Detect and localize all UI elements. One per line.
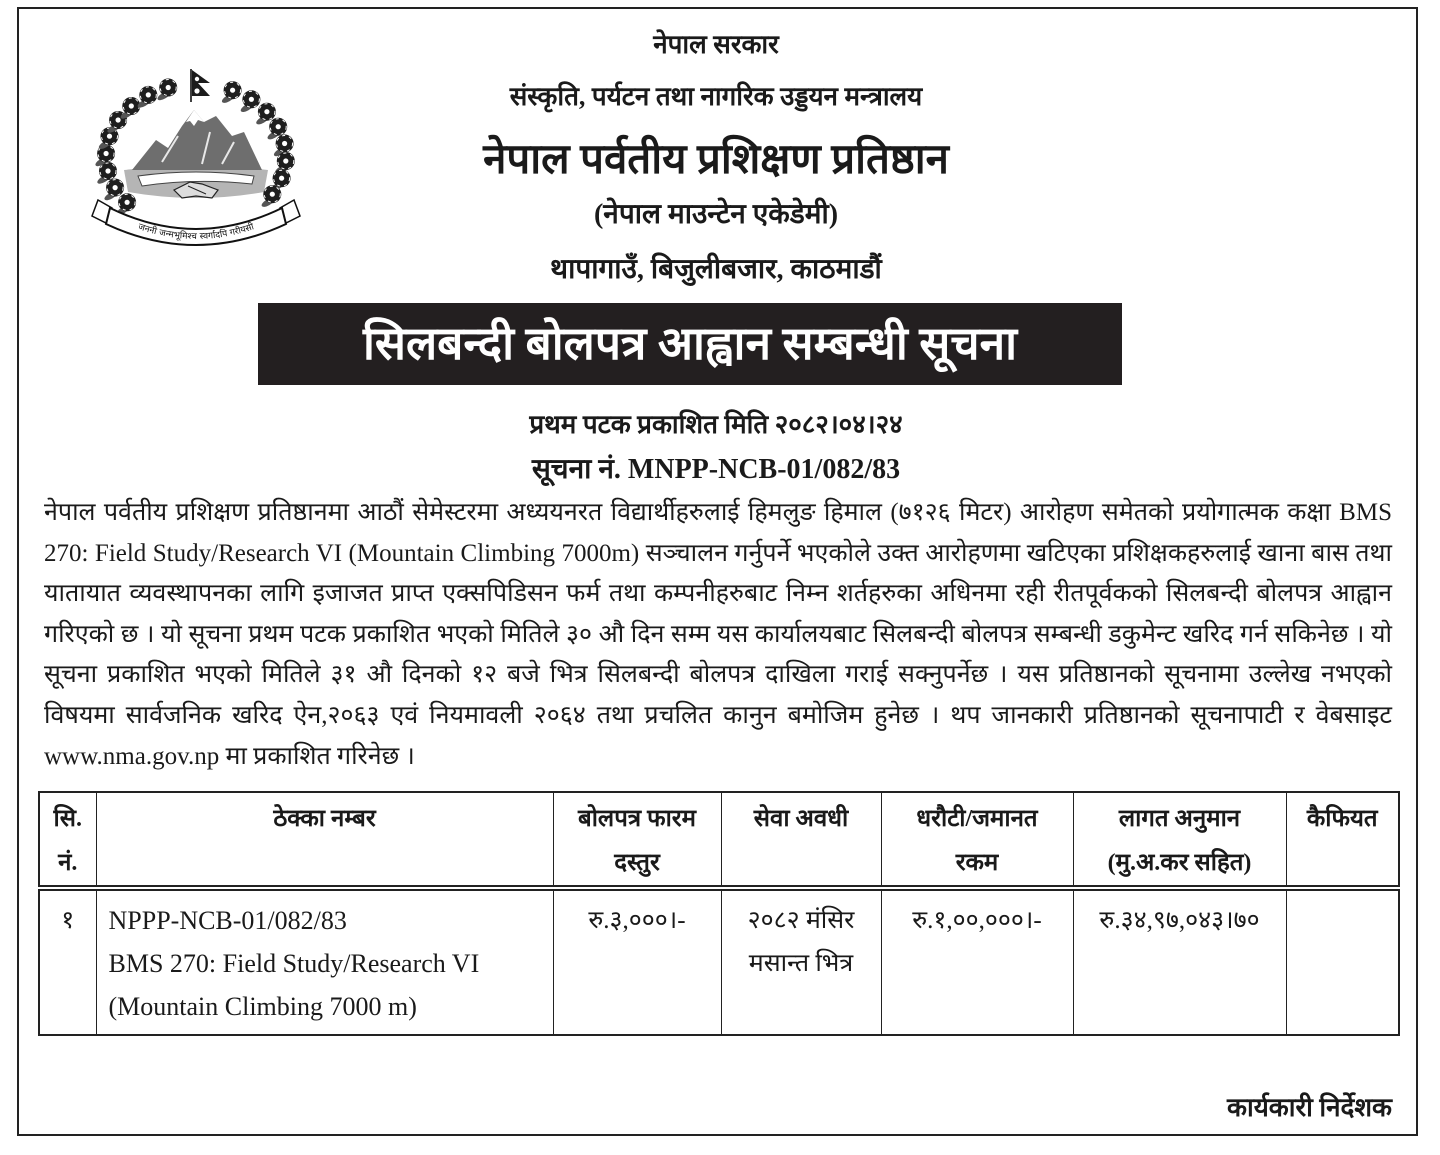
- header-service-period: [721, 792, 881, 888]
- publication-date-label: प्रथम पटक प्रकाशित मिति: [529, 410, 769, 439]
- header-contract-number: [96, 792, 553, 888]
- notice-body-paragraph: नेपाल पर्वतीय प्रशिक्षण प्रतिष्ठानमा आठौं सेमेस्टरमा अध्ययनरत विद्यार्थीहरुलाई हिमलुङ हिमाल (७१२६ मिटर) आरोहण समेतको प्रयोगात्मक कक्षा BMS 270: Field Study/Research VI (Mountain Climbing 7000m) सञ्चालन गर्नुपर्ने भएकोले उक्त आरोहणमा खटिएका प्रशिक्षकहरुलाई खाना बास तथा यातायात व्यवस्थापनका लागि इजाजत प्राप्त एक्सपिडिसन फर्म तथा कम्पनीहरुबाट निम्न शर्तहरुका अधिनमा रही रीतपूर्वकको सिलबन्दी बोलपत्र आह्वान गरिएको छ । यो सूचना प्रथम पटक प्रकाशित भएको मितिले ३० औ दिन सम्म यस कार्यालयबाट सिलबन्दी बोलपत्र सम्बन्धी डकुमेन्ट खरिद गर्न सकिनेछ । यो सूचना प्रकाशित भएको मितिले ३१ औ दिनको १२ बजे भित्र सिलबन्दी बोलपत्र दाखिला गराई सक्नुपर्नेछ । यस प्रतिष्ठानको सूचनामा उल्लेख नभएको विषयमा सार्वजनिक खरिद ऐन,२०६३ एवं नियमावली २०६४ तथा प्रचलित कानुन बमोजिम हुनेछ । थप जानकारी प्रतिष्ठानको सूचनापाटी र वेबसाइट www.nma.gov.np मा प्रकाशित गरिनेछ ।: [44, 499, 1392, 770]
- notice-title-banner: सिलबन्दी बोलपत्र आह्वान सम्बन्धी सूचना: [258, 303, 1122, 385]
- table-header-row: [39, 792, 1399, 888]
- header-line: ठेक्का नम्बर: [273, 806, 376, 833]
- header-line: (मु.अ.कर सहित): [1107, 850, 1252, 877]
- header-line: धरौटी/जमानत: [916, 806, 1038, 833]
- cell-contract: [96, 888, 553, 1035]
- institution-name: नेपाल पर्वतीय प्रशिक्षण प्रतिष्ठान: [483, 137, 949, 183]
- notice-number-label: सूचना नं.: [531, 454, 621, 485]
- ministry-name: संस्कृति, पर्यटन तथा नागरिक उड्डयन मन्त्रालय: [509, 82, 923, 111]
- header-bid-security: [881, 792, 1073, 888]
- cell-bid-security: रु.१,००,०००।-: [881, 888, 1073, 1035]
- table-row: [39, 888, 1399, 1035]
- institution-address: थापागाउँ, बिजुलीबजार, काठमाडौं: [550, 254, 882, 285]
- signatory-title: कार्यकारी निर्देशक: [1227, 1093, 1392, 1122]
- cell-remarks: [1286, 888, 1399, 1035]
- cell-serial: १: [39, 888, 96, 1035]
- bid-table: [38, 791, 1400, 1036]
- header-cost-estimate: [1073, 792, 1286, 888]
- header-line: लागत अनुमान: [1118, 806, 1241, 833]
- header-line: नं.: [58, 850, 78, 877]
- header-line: सि.: [53, 806, 82, 833]
- contract-description: (Mountain Climbing 7000 m): [108, 992, 417, 1022]
- header-line: रकम: [955, 850, 999, 877]
- header-line: दस्तुर: [614, 850, 660, 877]
- notice-number: MNPP-NCB-01/082/83: [627, 454, 901, 485]
- emblem-motto-text: जननी जन्मभूमिश्च स्वर्गादपि गरीयसी: [136, 222, 256, 243]
- service-period-line: मसान्त भित्र: [748, 950, 854, 978]
- notice-number-line: [0, 450, 1432, 490]
- header-line: सेवा अवधी: [753, 806, 849, 833]
- notice-content: [38, 493, 1398, 1036]
- header-line: कैफियत: [1306, 806, 1378, 833]
- flower-center: [276, 124, 281, 129]
- cell-form-fee: रु.३,०००।-: [553, 888, 721, 1035]
- contract-course: BMS 270: Field Study/Research VI: [108, 949, 480, 979]
- cell-cost-estimate: रु.३४,९७,०४३।७०: [1073, 888, 1286, 1035]
- header-serial: [39, 792, 96, 888]
- header-remarks: [1286, 792, 1399, 888]
- publication-date: २०८२।०४।२४: [774, 410, 903, 439]
- header-form-fee: [553, 792, 721, 888]
- publication-date-line: [0, 407, 1432, 443]
- service-period-line: २०८२ मंसिर: [747, 907, 855, 935]
- government-name: नेपाल सरकार: [653, 30, 779, 59]
- flower-center: [116, 117, 121, 122]
- institution-alt-name: (नेपाल माउन्टेन एकेडेमी): [593, 199, 839, 230]
- contract-number: NPPP-NCB-01/082/83: [108, 906, 347, 936]
- cell-service-period: [721, 888, 881, 1035]
- header-line: बोलपत्र फारम: [578, 806, 696, 833]
